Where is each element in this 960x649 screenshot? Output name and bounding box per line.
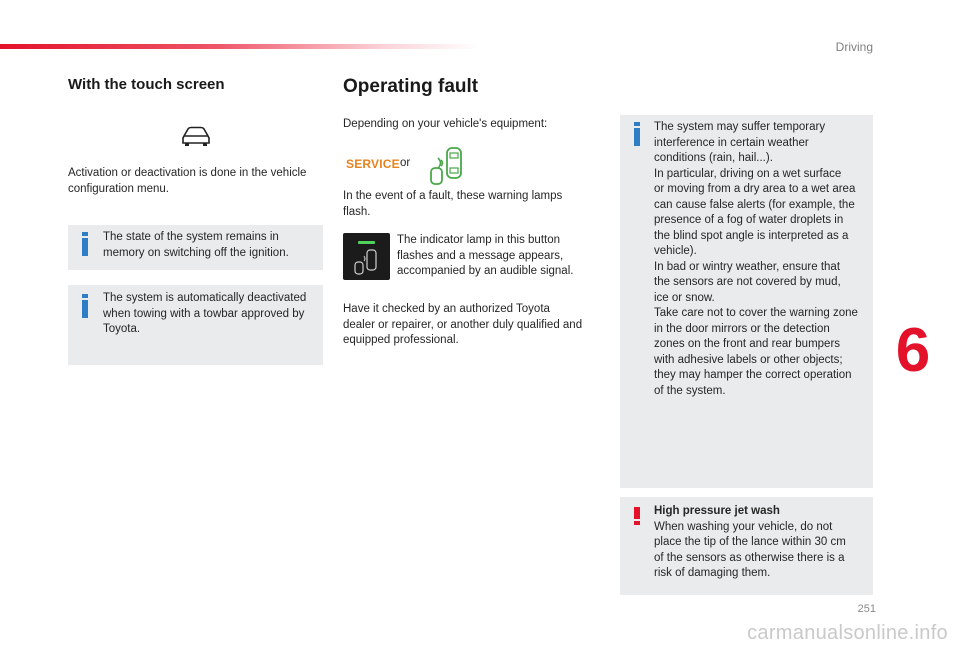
car-outline-icon — [180, 125, 212, 152]
check-text — [343, 302, 582, 349]
text-line: ice or snow. — [654, 291, 715, 304]
text-line: flashes and a message appears, — [397, 249, 564, 262]
text-line: interference in certain weather — [654, 136, 809, 149]
chapter-number: 6 — [895, 316, 931, 385]
text-line: the sensors are not covered by mud, — [654, 276, 841, 288]
text-line: configuration menu. — [68, 182, 170, 195]
text-line: Take care not to cover the warning zone — [654, 307, 858, 319]
operating-fault-title: Operating fault — [343, 76, 479, 97]
text-line: accompanied by an audible signal. — [397, 265, 574, 277]
text-line: Activation or deactivation is done in the vehicle — [68, 167, 307, 179]
text-line: In bad or wintry weather, ensure that — [654, 260, 841, 273]
section-name: Driving — [835, 40, 873, 54]
text-line: The indicator lamp in this button — [397, 234, 561, 246]
text-line: risk of damaging them. — [654, 567, 771, 579]
info-box-weather — [620, 115, 873, 488]
text-line: The state of the system remains in — [103, 231, 279, 243]
text-line: The system is automatically deactivated — [103, 292, 307, 304]
text-line: equipped professional. — [343, 334, 459, 346]
text-line: In the event of a fault, these warning lamps — [343, 190, 563, 202]
left-section-title: With the touch screen — [68, 76, 225, 93]
text-line: in the door mirrors or the detection — [654, 322, 830, 335]
info-icon — [82, 294, 88, 318]
or-text: or — [400, 157, 411, 169]
text-line: of the system. — [654, 384, 726, 397]
watermark: carmanualsonline.info — [747, 622, 948, 644]
text-line: presence of a fog of water droplets in — [654, 214, 844, 226]
text-line: dealer or repairer, or another duly qualified and — [343, 318, 583, 331]
text-line: can cause false alerts (for example, the — [654, 198, 855, 211]
text-line: Toyota. — [103, 323, 141, 335]
text-line: When washing your vehicle, do not — [654, 520, 833, 533]
text-line: flash. — [343, 205, 371, 218]
warning-title: High pressure jet wash — [654, 505, 780, 517]
text-line: with adhesive labels or other objects; — [654, 353, 843, 366]
text-line: the blind spot angle is interpreted as a — [654, 229, 849, 242]
text-line: they may hamper the correct operation — [654, 369, 852, 381]
page-number: 251 — [857, 603, 876, 615]
info-icon — [82, 232, 88, 256]
text-line: conditions (rain, hail...). — [654, 152, 773, 164]
indicator-lamp — [358, 241, 375, 244]
text-line: memory on switching off the ignition. — [103, 246, 289, 259]
warning-box-jet-wash — [620, 497, 873, 595]
warning-icon — [634, 507, 640, 527]
info-box-memory — [68, 225, 323, 270]
blind-spot-button-icon — [343, 233, 390, 280]
equipment-text: Depending on your vehicle's equipment: — [343, 118, 548, 130]
blind-spot-warning-icon — [428, 146, 466, 193]
text-line: vehicle). — [654, 245, 697, 257]
text-line: place the tip of the lance within 30 cm — [654, 536, 846, 548]
header-color-bar — [0, 44, 480, 49]
text-line: Have it checked by an authorized Toyota — [343, 303, 550, 315]
button-text — [397, 233, 573, 280]
service-warning-icon: SERVICE — [346, 157, 400, 171]
text-line: In particular, driving on a wet surface — [654, 167, 842, 180]
info-box-towing — [68, 285, 323, 365]
text-line: when towing with a towbar approved by — [103, 307, 305, 320]
text-line: of the sensors as otherwise there is a — [654, 551, 845, 564]
left-text — [68, 166, 306, 197]
fault-text — [343, 189, 562, 220]
info-icon — [634, 122, 640, 146]
text-line: or moving from a dry area to a wet area — [654, 183, 856, 195]
text-line: The system may suffer temporary — [654, 121, 826, 133]
text-line: zones on the front and rear bumpers — [654, 338, 841, 350]
